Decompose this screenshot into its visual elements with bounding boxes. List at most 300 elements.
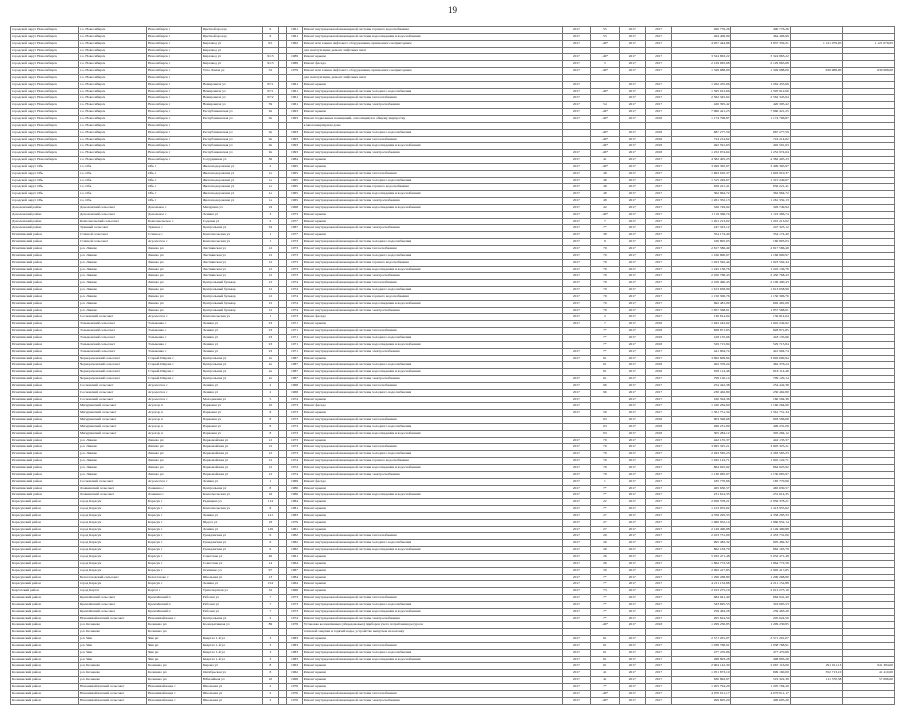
other-cost-cell xyxy=(843,382,895,389)
table-row xyxy=(11,184,895,191)
house-number-cell xyxy=(263,629,278,636)
other-cost-cell xyxy=(843,417,895,424)
street-cell: Листвянская ул xyxy=(201,273,262,280)
settlement-cell: Чернореченский сельсовет xyxy=(79,362,147,369)
plan-year-cell: 2017 xyxy=(562,321,591,328)
year-built-cell: 1971 xyxy=(287,348,302,355)
municipal-district-cell: Искитимский район xyxy=(11,266,79,273)
other-cost-cell xyxy=(843,410,895,417)
street-cell: Ленина ул xyxy=(201,334,262,341)
owners-cost-cell xyxy=(790,307,843,314)
street-cell: Ленина ул xyxy=(201,389,262,396)
start-year-cell: 2017 xyxy=(619,642,645,649)
start-year-cell: 2017 xyxy=(619,239,645,246)
total-cost-cell: 7 960 421,25 xyxy=(672,109,731,116)
fund-cost-cell: 247 323,12 xyxy=(731,225,790,232)
street-cell: Школьная ул xyxy=(201,574,262,581)
total-cost-cell: 4 358 295,33 xyxy=(672,512,731,519)
owners-cost-cell xyxy=(790,444,843,451)
other-cost-cell xyxy=(843,61,895,68)
locality-cell: Линево рп xyxy=(147,307,202,314)
plan-year-cell xyxy=(562,417,591,424)
end-year-cell: 2017 xyxy=(645,389,671,396)
plan-year-cell: 2017 xyxy=(562,560,591,567)
work-type-cell: Ремонт или замена лифтового оборудования, признанного непригодным xyxy=(302,40,562,47)
table-row xyxy=(11,649,895,656)
total-cost-cell: 995 482,32 xyxy=(672,540,731,547)
start-year-cell: 2017 xyxy=(619,33,645,40)
house-number-cell: 9/1 xyxy=(263,40,278,47)
total-cost-cell: 136 814,04 xyxy=(672,314,731,321)
locality-cell: Новосибирск г xyxy=(147,74,202,81)
municipal-district-cell: городской округ Новосибирск xyxy=(11,150,79,157)
total-cost-cell: 2 106 490,43 xyxy=(672,280,731,287)
house-number-cell: 6 xyxy=(263,547,278,554)
municipal-district-cell: Карасукский район xyxy=(11,581,79,588)
plan-year-cell xyxy=(562,369,591,376)
house-number-cell: 2 xyxy=(263,389,278,396)
settlement-cell: р.п. Линево xyxy=(79,266,147,273)
table-row xyxy=(11,677,895,684)
end-year-cell: 2017 xyxy=(645,348,671,355)
work-type-cell: Ремонт внутридомовой инженерной системы водоотведения и водоснабжения xyxy=(302,492,562,499)
other-cost-cell xyxy=(843,574,895,581)
other-cost-cell xyxy=(843,191,895,198)
municipal-district-cell: Искитимский район xyxy=(11,376,79,383)
table-row xyxy=(11,437,895,444)
plan-year-cell: 2017 xyxy=(562,499,591,506)
other-cost-cell xyxy=(843,211,895,218)
owners-cost-cell xyxy=(790,636,843,643)
other-cost-cell xyxy=(843,615,895,622)
owners-cost-cell xyxy=(790,458,843,465)
table-row xyxy=(11,458,895,465)
wear-percent-cell: 79 xyxy=(591,273,620,280)
house-number-cell: 9а xyxy=(263,136,278,143)
municipal-district-cell: Каргатский район xyxy=(11,588,79,595)
other-cost-cell xyxy=(843,150,895,157)
building-cell xyxy=(278,649,287,656)
owners-cost-cell xyxy=(790,362,843,369)
locality-cell: Обь г xyxy=(147,184,202,191)
other-cost-cell xyxy=(843,259,895,266)
owners-cost-cell xyxy=(790,191,843,198)
house-number-cell: 8 xyxy=(263,417,278,424)
municipal-district-cell: Коченевский район xyxy=(11,636,79,643)
work-type-cell: Ремонт внутридомовой инженерной системы водоотведения и водоснабжения xyxy=(302,369,562,376)
other-cost-cell xyxy=(843,163,895,170)
owners-cost-cell: 111 570,58 xyxy=(790,677,843,684)
fund-cost-cell: 1 299 230,85 xyxy=(731,622,790,629)
year-built-cell xyxy=(287,47,302,54)
year-built-cell: 1969 xyxy=(287,478,302,485)
wear-percent-cell: 61 xyxy=(591,656,620,663)
locality-cell: Новосибирск г xyxy=(147,157,202,164)
settlement-cell: р.п. Чик xyxy=(79,636,147,643)
other-cost-cell xyxy=(843,293,895,300)
locality-cell: Карасук г xyxy=(147,506,202,513)
settlement-cell: город Карасук xyxy=(79,581,147,588)
plan-year-cell: 2017 xyxy=(562,198,591,205)
year-built-cell: 1973 xyxy=(287,314,302,321)
settlement-cell: Кремлёвский сельсовет xyxy=(79,595,147,602)
owners-cost-cell xyxy=(790,266,843,273)
end-year-cell: 2017 xyxy=(645,252,671,259)
table-row xyxy=(11,239,895,246)
municipal-district-cell: городской округ Новосибирск xyxy=(11,143,79,150)
total-cost-cell: 2 904 142,30 xyxy=(672,663,731,670)
other-cost-cell xyxy=(843,451,895,458)
locality-cell: Карасук г xyxy=(147,567,202,574)
fund-cost-cell: 2 562 345,64 xyxy=(731,95,790,102)
street-cell: Железнодорожная ул xyxy=(201,170,262,177)
wear-percent-cell: -46* xyxy=(591,109,620,116)
end-year-cell: 2017 xyxy=(645,307,671,314)
owners-cost-cell xyxy=(790,574,843,581)
plan-year-cell: 2017 xyxy=(562,232,591,239)
plan-year-cell: 2017 xyxy=(562,615,591,622)
building-cell xyxy=(278,588,287,595)
street-cell: Квартал 1-й ул xyxy=(201,642,262,649)
total-cost-cell: 1 857 568,61 xyxy=(672,307,731,314)
locality-cell: Агролесхоз с xyxy=(147,389,202,396)
plan-year-cell: 2017 xyxy=(562,218,591,225)
plan-year-cell xyxy=(562,47,591,54)
wear-percent-cell: -46* xyxy=(591,129,620,136)
year-built-cell: 1974 xyxy=(287,307,302,314)
year-built-cell xyxy=(287,122,302,129)
locality-cell: Комсомольское с xyxy=(147,218,202,225)
table-row xyxy=(11,74,895,81)
locality-cell: Линево рп xyxy=(147,259,202,266)
municipal-district-cell: Коченевский район xyxy=(11,656,79,663)
wear-percent-cell: 1 xyxy=(591,478,620,485)
municipal-district-cell: Коченевский район xyxy=(11,608,79,615)
owners-cost-cell xyxy=(790,410,843,417)
building-cell xyxy=(278,485,287,492)
house-number-cell: 34 xyxy=(263,225,278,232)
plan-year-cell: 2017 xyxy=(562,300,591,307)
house-number-cell: 1 xyxy=(263,314,278,321)
settlement-cell: р.п. Коченево xyxy=(79,629,147,636)
locality-cell: Ложкино с xyxy=(147,485,202,492)
locality-cell: Новомихайловка с xyxy=(147,684,202,691)
table-row xyxy=(11,512,895,519)
start-year-cell: 2017 xyxy=(619,328,645,335)
table-row xyxy=(11,307,895,314)
building-cell xyxy=(278,553,287,560)
settlement-cell: г.о. Новосибирск xyxy=(79,47,147,54)
building-cell xyxy=(278,369,287,376)
owners-cost-cell xyxy=(790,280,843,287)
end-year-cell: 2018 xyxy=(645,369,671,376)
table-row xyxy=(11,355,895,362)
start-year-cell: 2017 xyxy=(619,314,645,321)
other-cost-cell xyxy=(843,157,895,164)
municipal-district-cell: городской округ Новосибирск xyxy=(11,61,79,68)
street-cell: Республиканская ул xyxy=(201,129,262,136)
locality-cell: Новомихайловка с xyxy=(147,615,202,622)
year-built-cell: 1993 xyxy=(287,136,302,143)
house-number-cell: 8 xyxy=(263,506,278,513)
settlement-cell: город Карасук xyxy=(79,553,147,560)
settlement-cell: г.о. Новосибирск xyxy=(79,109,147,116)
locality-cell: Каргат г xyxy=(147,588,202,595)
building-cell xyxy=(278,273,287,280)
table-row xyxy=(11,136,895,143)
owners-cost-cell xyxy=(790,150,843,157)
fund-cost-cell: 3 499 365,97 xyxy=(731,163,790,170)
fund-cost-cell: 3 837 359,21 xyxy=(731,40,790,47)
house-number-cell: 2а xyxy=(263,369,278,376)
wear-percent-cell: 41 xyxy=(591,670,620,677)
house-number-cell: 97 xyxy=(263,567,278,574)
municipal-district-cell: городской округ Обь xyxy=(11,170,79,177)
locality-cell: Тальменка с xyxy=(147,334,202,341)
other-cost-cell xyxy=(843,225,895,232)
other-cost-cell xyxy=(843,204,895,211)
total-cost-cell: 462 376,24 xyxy=(672,362,731,369)
work-type-cell: Ремонт внутридомовой инженерной системы горячего водоснабжения xyxy=(302,259,562,266)
municipal-district-cell: Карасукский район xyxy=(11,526,79,533)
other-cost-cell xyxy=(843,95,895,102)
owners-cost-cell xyxy=(790,376,843,383)
wear-percent-cell xyxy=(591,629,620,636)
plan-year-cell: 2017 xyxy=(562,355,591,362)
year-built-cell: 1986 xyxy=(287,492,302,499)
plan-year-cell: 2017 xyxy=(562,163,591,170)
end-year-cell: 2017 xyxy=(645,163,671,170)
locality-cell: Новосибирск г xyxy=(147,115,202,122)
municipal-district-cell: Коченевский район xyxy=(11,642,79,649)
wear-percent-cell: 54 xyxy=(591,102,620,109)
building-cell xyxy=(278,595,287,602)
wear-percent-cell: 79 xyxy=(591,307,620,314)
municipal-district-cell: городской округ Новосибирск xyxy=(11,54,79,61)
wear-percent-cell xyxy=(591,122,620,129)
table-row xyxy=(11,465,895,472)
street-cell: Первомайская ул xyxy=(201,471,262,478)
settlement-cell: р.п. Коченево xyxy=(79,670,147,677)
plan-year-cell xyxy=(562,362,591,369)
work-type-cell: Ремонт крыши xyxy=(302,499,562,506)
end-year-cell: 2017 xyxy=(645,287,671,294)
start-year-cell: 2017 xyxy=(619,88,645,95)
fund-cost-cell: 2 450 768,43 xyxy=(731,273,790,280)
wear-percent-cell: 79 xyxy=(591,266,620,273)
plan-year-cell: 2017 xyxy=(562,376,591,383)
year-built-cell: 1976 xyxy=(287,690,302,697)
settlement-cell: р.п. Линево xyxy=(79,287,147,294)
work-type-cell: Ремонт внутридомовой инженерной системы холодного водоснабжения xyxy=(302,451,562,458)
other-cost-cell: 57 686,00 xyxy=(843,677,895,684)
total-cost-cell: 1 051 873,10 xyxy=(672,670,731,677)
owners-cost-cell xyxy=(790,204,843,211)
street-cell: Листвянская ул xyxy=(201,259,262,266)
end-year-cell: 2017 xyxy=(645,191,671,198)
start-year-cell: 2017 xyxy=(619,608,645,615)
house-number-cell: 12 xyxy=(263,266,278,273)
house-number-cell: 9а xyxy=(263,150,278,157)
fund-cost-cell: 254 442,38 xyxy=(731,382,790,389)
house-number-cell: 3 xyxy=(263,642,278,649)
other-cost-cell xyxy=(843,355,895,362)
end-year-cell: 2017 xyxy=(645,81,671,88)
street-cell: Немировича ул xyxy=(201,102,262,109)
total-cost-cell: 326 749,94 xyxy=(672,204,731,211)
locality-cell: Линево рп xyxy=(147,458,202,465)
street-cell xyxy=(201,122,262,129)
total-cost-cell: 2 571 201,07 xyxy=(672,636,731,643)
total-cost-cell: 862 163,79 xyxy=(672,547,731,554)
house-number-cell: 9а xyxy=(263,109,278,116)
house-number-cell: 14 xyxy=(263,560,278,567)
wear-percent-cell: 7* xyxy=(591,485,620,492)
other-cost-cell xyxy=(843,636,895,643)
building-cell xyxy=(278,560,287,567)
end-year-cell: 2017 xyxy=(645,649,671,656)
owners-cost-cell xyxy=(790,608,843,615)
year-built-cell: 1987 xyxy=(287,362,302,369)
work-type-cell: Ремонт внутридомовой инженерной системы теплоснабжения xyxy=(302,170,562,177)
plan-year-cell: 2017 xyxy=(562,471,591,478)
plan-year-cell: 2017 xyxy=(562,266,591,273)
building-cell xyxy=(278,246,287,253)
owners-cost-cell xyxy=(790,649,843,656)
end-year-cell: 2018 xyxy=(645,362,671,369)
end-year-cell: 2017 xyxy=(645,102,671,109)
locality-cell: Линево рп xyxy=(147,246,202,253)
municipal-district-cell: Искитимский район xyxy=(11,451,79,458)
other-cost-cell xyxy=(843,328,895,335)
end-year-cell: 2017 xyxy=(645,396,671,403)
work-type-cell: Ремонт внутридомовой инженерной системы водоотведения и водоснабжения xyxy=(302,33,562,40)
fund-cost-cell: 656 221,41 xyxy=(731,184,790,191)
total-cost-cell: 2 149 490,88 xyxy=(672,526,731,533)
house-number-cell: 9/13 xyxy=(263,54,278,61)
settlement-cell: г.о. Новосибирск xyxy=(79,115,147,122)
table-row xyxy=(11,232,895,239)
building-cell xyxy=(278,259,287,266)
fund-cost-cell: 7 960 421,25 xyxy=(731,109,790,116)
start-year-cell: 2017 xyxy=(619,61,645,68)
locality-cell: Новосибирск г xyxy=(147,54,202,61)
table-row xyxy=(11,252,895,259)
other-cost-cell xyxy=(843,47,895,54)
other-cost-cell xyxy=(843,649,895,656)
end-year-cell: 2017 xyxy=(645,266,671,273)
total-cost-cell: 362 964,72 xyxy=(672,191,731,198)
year-built-cell: 1973 xyxy=(287,266,302,273)
settlement-cell: Сосновский сельсовет xyxy=(79,478,147,485)
house-number-cell: 114 xyxy=(263,499,278,506)
owners-cost-cell xyxy=(790,341,843,348)
owners-cost-cell xyxy=(790,553,843,560)
year-built-cell: 1993 xyxy=(287,115,302,122)
owners-cost-cell xyxy=(790,184,843,191)
building-cell xyxy=(278,341,287,348)
building-cell xyxy=(278,109,287,116)
work-type-cell: Ремонт крыши xyxy=(302,670,562,677)
work-type-cell: Ремонт внутридомовой инженерной системы холодного водоснабжения xyxy=(302,129,562,136)
other-cost-cell xyxy=(843,396,895,403)
street-cell: Кирова ул xyxy=(201,663,262,670)
fund-cost-cell xyxy=(731,47,790,54)
fund-cost-cell: 2 106 490,43 xyxy=(731,280,790,287)
total-cost-cell: 529 715,84 xyxy=(672,341,731,348)
total-cost-cell: 1 205 794,20 xyxy=(672,684,731,691)
start-year-cell xyxy=(619,629,645,636)
year-built-cell: 1987 xyxy=(287,369,302,376)
year-built-cell: 1974 xyxy=(287,280,302,287)
table-row xyxy=(11,574,895,581)
start-year-cell: 2017 xyxy=(619,417,645,424)
plan-year-cell: 2017 xyxy=(562,191,591,198)
table-row xyxy=(11,423,895,430)
work-type-cell: Ремонт внутридомовой инженерной системы электроснабжения xyxy=(302,102,562,109)
work-type-cell: Ремонт внутридомовой инженерной системы водоотведения и водоснабжения xyxy=(302,465,562,472)
wear-percent-cell: 7* xyxy=(591,601,620,608)
settlement-cell: город Карасук xyxy=(79,519,147,526)
settlement-cell: Доволенский сельсовет xyxy=(79,211,147,218)
building-cell xyxy=(278,157,287,164)
wear-percent-cell: 7* xyxy=(591,334,620,341)
total-cost-cell: 492 591,63 xyxy=(672,143,731,150)
house-number-cell: 12 xyxy=(263,300,278,307)
year-built-cell: 1984 xyxy=(287,574,302,581)
house-number-cell: 2а xyxy=(263,355,278,362)
street-cell: Республиканская ул xyxy=(201,115,262,122)
total-cost-cell: 2 956 378,21 xyxy=(672,499,731,506)
fund-cost-cell: 2 067 116,00 xyxy=(731,663,790,670)
end-year-cell: 2017 xyxy=(645,677,671,684)
work-type-cell: Ремонт внутридомовой инженерной системы электроснабжения xyxy=(302,273,562,280)
wear-percent-cell: 48 xyxy=(591,198,620,205)
locality-cell: Чик рп xyxy=(147,636,202,643)
locality-cell: Линево рп xyxy=(147,300,202,307)
municipal-district-cell: Доволенский район xyxy=(11,211,79,218)
work-type-cell: Ремонт внутридомовой инженерной системы теплоснабжения xyxy=(302,382,562,389)
end-year-cell: 2017 xyxy=(645,273,671,280)
start-year-cell: 2017 xyxy=(619,170,645,177)
work-type-cell: Ремонт крыши xyxy=(302,355,562,362)
start-year-cell: 2017 xyxy=(619,649,645,656)
settlement-cell: г.о. Новосибирск xyxy=(79,61,147,68)
settlement-cell: г.о. Новосибирск xyxy=(79,95,147,102)
fund-cost-cell: 2 149 490,88 xyxy=(731,526,790,533)
start-year-cell: 2017 xyxy=(619,595,645,602)
year-built-cell: 1961 xyxy=(287,95,302,102)
end-year-cell: 2017 xyxy=(645,642,671,649)
municipal-district-cell: Искитимский район xyxy=(11,478,79,485)
locality-cell: Новосибирск г xyxy=(147,40,202,47)
locality-cell: Чик рп xyxy=(147,656,202,663)
settlement-cell: Доволенский сельсовет xyxy=(79,204,147,211)
year-built-cell: 1965 xyxy=(287,163,302,170)
settlement-cell: город Карасук xyxy=(79,533,147,540)
year-built-cell: 1974 xyxy=(287,458,302,465)
year-built-cell: 1961 xyxy=(287,102,302,109)
start-year-cell: 2017 xyxy=(619,485,645,492)
locality-cell: Старый Шараш с xyxy=(147,355,202,362)
work-type-cell: для эксплуатации, ремонт лифтовых шахт xyxy=(302,47,562,54)
settlement-cell: р.п. Коченево xyxy=(79,677,147,684)
end-year-cell: 2017 xyxy=(645,157,671,164)
total-cost-cell: 1 561 751,34 xyxy=(672,410,731,417)
wear-percent-cell: 27 xyxy=(591,519,620,526)
plan-year-cell: 2017 xyxy=(562,157,591,164)
municipal-district-cell: Карасукский район xyxy=(11,567,79,574)
